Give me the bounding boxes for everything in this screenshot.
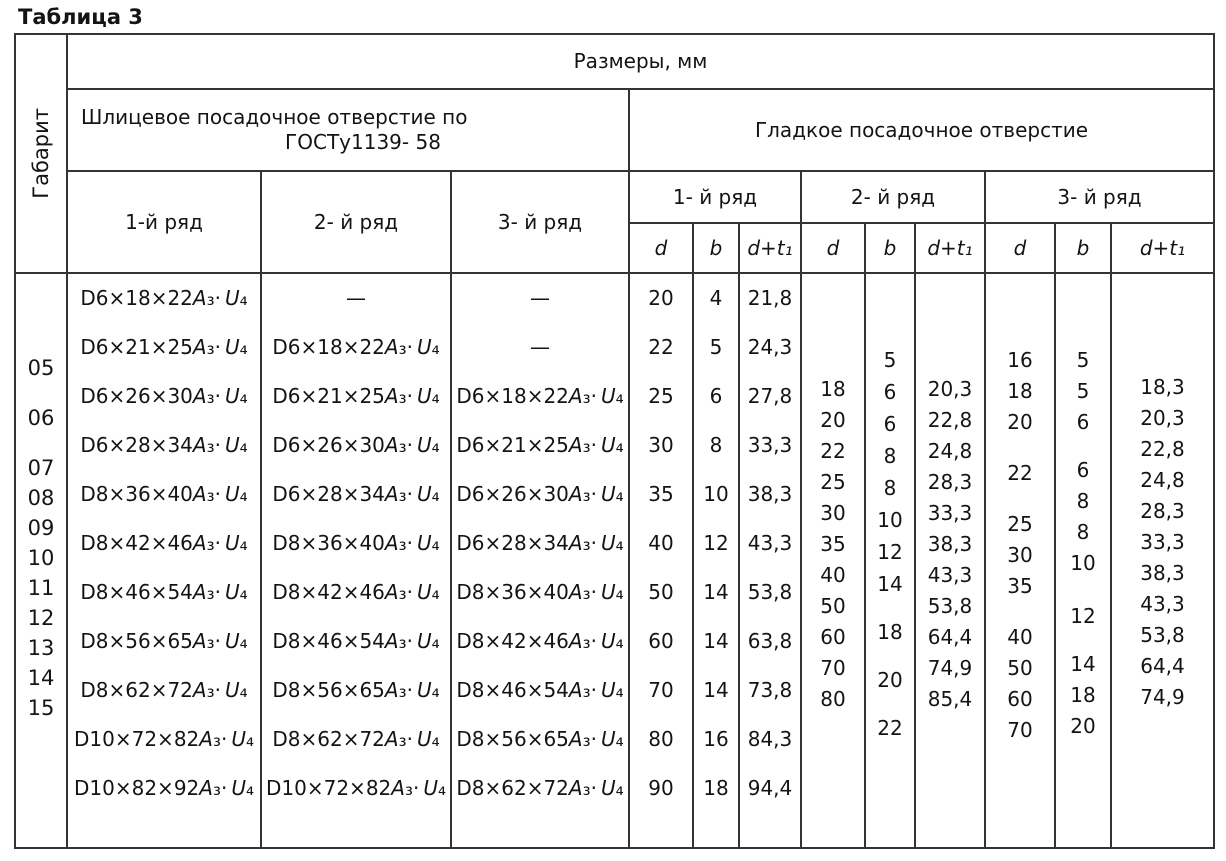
r1-dt-list [740, 274, 800, 813]
dt-value: 22,8 [927, 408, 973, 432]
dt-value: 84,3 [747, 727, 793, 751]
spline-row2-cell [262, 274, 452, 847]
r3-d-header [986, 224, 1056, 274]
spline-size-value: D8×56×65 A ₃· U ₄ [456, 727, 624, 751]
d-value: 40 [820, 563, 846, 587]
r3-b-header [1056, 224, 1112, 274]
spline-header-line2: ГОСТу1139- 58 [285, 130, 441, 154]
smooth-row3-header [986, 172, 1213, 224]
d-value: 16 [1007, 348, 1033, 372]
r2-d-header [802, 224, 866, 274]
spline-size-value: D10×72×82 A ₃· U ₄ [266, 776, 446, 800]
d-value: 30 [648, 433, 674, 457]
d-value: 70 [1007, 718, 1033, 742]
spline-size-value: D8×42×46 A ₃· U ₄ [272, 580, 440, 604]
dt-value: 64,4 [1140, 654, 1185, 678]
gabarit-value: 05 [27, 356, 55, 380]
r1-d-list [630, 274, 692, 813]
b-value: 6 [883, 380, 897, 404]
r3-dt-header [1112, 224, 1213, 274]
spline-row2-label: 2- й ряд [313, 209, 399, 234]
smooth-row2-label: 2- й ряд [850, 184, 936, 209]
b-value: 8 [709, 433, 723, 457]
spline-size-value: D6×21×25 A ₃· U ₄ [80, 335, 248, 359]
b-value: 12 [877, 540, 903, 564]
b-value: 20 [1070, 714, 1096, 738]
spline-size-value: D8×62×72 A ₃· U ₄ [80, 678, 248, 702]
d-value: 20 [648, 286, 674, 310]
d-value: 18 [1007, 379, 1033, 403]
r1-dt-header [740, 224, 802, 274]
r1-b-list [694, 274, 738, 813]
dimensions-table [14, 33, 1215, 849]
b-value: 14 [703, 629, 729, 653]
spline-size-value: D6×26×30 A ₃· U ₄ [80, 384, 248, 408]
dt-label: d+t₁ [927, 235, 973, 260]
dt-value: 27,8 [747, 384, 793, 408]
b-label: b [709, 235, 723, 260]
gabarit-header-label: Габарит [28, 108, 53, 199]
b-value: 4 [709, 286, 723, 310]
spline-size-value: D8×62×72 A ₃· U ₄ [456, 776, 624, 800]
d-value: 25 [1007, 512, 1033, 536]
r2-d-cell [802, 274, 866, 847]
dt-label: d+t₁ [1139, 235, 1186, 260]
d-value: 20 [820, 408, 846, 432]
spline-row2-list [262, 274, 450, 813]
spline-size-value: D10×72×82 A ₃· U ₄ [74, 727, 254, 751]
b-value: 12 [1070, 604, 1096, 628]
razmery-header-cell [68, 35, 1213, 90]
dt-value: 24,3 [747, 335, 793, 359]
r3-dt-cell [1112, 274, 1213, 847]
dt-label: d+t₁ [747, 235, 793, 260]
spline-size-value: D8×56×65 A ₃· U ₄ [80, 629, 248, 653]
spline-size-value: D8×56×65 A ₃· U ₄ [272, 678, 440, 702]
b-value: 6 [1076, 410, 1090, 434]
r3-b-list [1056, 274, 1110, 742]
d-value: 35 [820, 532, 846, 556]
spline-row2-header [262, 172, 452, 274]
dt-value: 43,3 [927, 563, 973, 587]
spline-row1-label: 1-й ряд [125, 209, 203, 234]
spline-row3-label: 3- й ряд [497, 209, 583, 234]
r2-b-cell [866, 274, 916, 847]
b-value: 8 [883, 444, 897, 468]
r2-d-list [802, 274, 864, 715]
b-value: 10 [877, 508, 903, 532]
b-value: 22 [877, 716, 903, 740]
r1-b-cell [694, 274, 740, 847]
b-value: 18 [703, 776, 729, 800]
b-value: 14 [703, 580, 729, 604]
spline-row3-header [452, 172, 630, 274]
dt-value: 24,8 [1140, 468, 1185, 492]
b-value: 6 [1076, 458, 1090, 482]
r1-d-header [630, 224, 694, 274]
d-value: 22 [1007, 461, 1033, 485]
dt-value: 73,8 [747, 678, 793, 702]
d-value: 60 [820, 625, 846, 649]
spline-size-value: D8×62×72 A ₃· U ₄ [272, 727, 440, 751]
spline-size-value: D8×42×46 A ₃· U ₄ [456, 629, 624, 653]
r2-dt-cell [916, 274, 986, 847]
dt-value: 64,4 [927, 625, 973, 649]
spline-size-value: D6×26×30 A ₃· U ₄ [272, 433, 440, 457]
gabarit-header-cell [16, 35, 68, 274]
spline-size-value: D6×21×25 A ₃· U ₄ [272, 384, 440, 408]
dt-value: 74,9 [1140, 685, 1185, 709]
r3-dt-list [1112, 274, 1213, 713]
d-value: 60 [1007, 687, 1033, 711]
d-value: 35 [648, 482, 674, 506]
spline-row3-list [452, 274, 628, 813]
dt-value: 43,3 [747, 531, 793, 555]
gabarit-value: 06 [27, 406, 55, 430]
b-value: 14 [703, 678, 729, 702]
dt-value: 74,9 [927, 656, 973, 680]
b-value: 10 [1070, 551, 1096, 575]
spline-header-line1: Шлицевое посадочное отверстие по [81, 105, 468, 129]
b-value: 8 [883, 476, 897, 500]
b-label: b [883, 235, 897, 260]
dt-value: 63,8 [747, 629, 793, 653]
dt-value: 22,8 [1140, 437, 1185, 461]
d-value: 60 [648, 629, 674, 653]
d-value: 90 [648, 776, 674, 800]
gabarit-values-cell [16, 274, 68, 847]
dt-value: 20,3 [927, 377, 973, 401]
d-value: 22 [820, 439, 846, 463]
d-value: 30 [820, 501, 846, 525]
smooth-row1-header [630, 172, 802, 224]
gabarit-value: 11 [27, 576, 55, 600]
r1-b-header [694, 224, 740, 274]
spline-size-value: D8×42×46 A ₃· U ₄ [80, 531, 248, 555]
b-label: b [1076, 235, 1090, 260]
r3-b-cell [1056, 274, 1112, 847]
spline-size-value: D6×28×34 A ₃· U ₄ [456, 531, 624, 555]
r2-dt-list [916, 274, 984, 715]
gabarit-value: 09 [27, 516, 55, 540]
d-label: d [654, 235, 668, 260]
d-value: 20 [1007, 410, 1033, 434]
dt-value: 38,3 [1140, 561, 1185, 585]
dt-value: 43,3 [1140, 592, 1185, 616]
dt-value: 53,8 [747, 580, 793, 604]
dt-value: 85,4 [927, 687, 973, 711]
spline-row1-header [68, 172, 262, 274]
gabarit-value: 15 [27, 696, 55, 720]
d-value: 50 [648, 580, 674, 604]
b-value: 12 [703, 531, 729, 555]
spline-row1-list [68, 274, 260, 813]
spline-size-value: — [346, 286, 366, 310]
spline-size-value: D8×46×54 A ₃· U ₄ [272, 629, 440, 653]
d-value: 35 [1007, 574, 1033, 598]
b-value: 6 [883, 412, 897, 436]
d-label: d [1013, 235, 1027, 260]
spline-size-value: D8×46×54 A ₃· U ₄ [456, 678, 624, 702]
dt-value: 28,3 [1140, 499, 1185, 523]
spline-header-text [68, 105, 628, 155]
d-value: 80 [648, 727, 674, 751]
b-value: 10 [703, 482, 729, 506]
dt-value: 33,3 [1140, 530, 1185, 554]
d-value: 70 [820, 656, 846, 680]
gabarit-value: 14 [27, 666, 55, 690]
b-value: 16 [703, 727, 729, 751]
smooth-row2-header [802, 172, 986, 224]
spline-size-value: D6×18×22 A ₃· U ₄ [272, 335, 440, 359]
smooth-header-cell [630, 90, 1213, 172]
r1-dt-cell [740, 274, 802, 847]
gabarit-value: 12 [27, 606, 55, 630]
spline-size-value: D8×36×40 A ₃· U ₄ [272, 531, 440, 555]
b-value: 8 [1076, 520, 1090, 544]
dt-value: 21,8 [747, 286, 793, 310]
d-value: 50 [1007, 656, 1033, 680]
d-label: d [826, 235, 840, 260]
b-value: 5 [883, 348, 897, 372]
gabarit-value: 13 [27, 636, 55, 660]
dt-value: 28,3 [927, 470, 973, 494]
razmery-header-label: Размеры, мм [573, 49, 708, 73]
b-value: 6 [709, 384, 723, 408]
b-value: 5 [1076, 379, 1090, 403]
dt-value: 53,8 [927, 594, 973, 618]
spline-size-value: D10×82×92 A ₃· U ₄ [74, 776, 254, 800]
dt-value: 33,3 [927, 501, 973, 525]
spline-size-value: D6×18×22 A ₃· U ₄ [456, 384, 624, 408]
d-value: 80 [820, 687, 846, 711]
dt-value: 38,3 [747, 482, 793, 506]
b-value: 18 [877, 620, 903, 644]
dt-value: 94,4 [747, 776, 793, 800]
d-value: 50 [820, 594, 846, 618]
spline-row1-cell [68, 274, 262, 847]
spline-size-value: — [530, 335, 550, 359]
dt-value: 20,3 [1140, 406, 1185, 430]
d-value: 70 [648, 678, 674, 702]
b-value: 14 [877, 572, 903, 596]
r2-dt-header [916, 224, 986, 274]
b-value: 20 [877, 668, 903, 692]
smooth-row1-label: 1- й ряд [672, 184, 758, 209]
spline-size-value: — [530, 286, 550, 310]
r3-d-cell [986, 274, 1056, 847]
spline-size-value: D8×36×40 A ₃· U ₄ [80, 482, 248, 506]
r3-d-list [986, 274, 1054, 746]
smooth-header-label: Гладкое посадочное отверстие [754, 117, 1089, 142]
b-value: 8 [1076, 489, 1090, 513]
spline-header-cell [68, 90, 630, 172]
spline-row3-cell [452, 274, 630, 847]
dt-value: 18,3 [1140, 375, 1185, 399]
d-value: 25 [820, 470, 846, 494]
spline-size-value: D6×28×34 A ₃· U ₄ [272, 482, 440, 506]
spline-size-value: D6×21×25 A ₃· U ₄ [456, 433, 624, 457]
dt-value: 38,3 [927, 532, 973, 556]
spline-size-value: D8×46×54 A ₃· U ₄ [80, 580, 248, 604]
gabarit-value: 07 [27, 456, 55, 480]
r2-b-list [866, 274, 914, 744]
spline-size-value: D6×28×34 A ₃· U ₄ [80, 433, 248, 457]
d-value: 25 [648, 384, 674, 408]
d-value: 30 [1007, 543, 1033, 567]
gabarit-values-list [16, 274, 66, 723]
dt-value: 33,3 [747, 433, 793, 457]
d-value: 18 [820, 377, 846, 401]
spline-size-value: D6×26×30 A ₃· U ₄ [456, 482, 624, 506]
d-value: 40 [648, 531, 674, 555]
b-value: 18 [1070, 683, 1096, 707]
d-value: 40 [1007, 625, 1033, 649]
spline-size-value: D6×18×22 A ₃· U ₄ [80, 286, 248, 310]
dt-value: 53,8 [1140, 623, 1185, 647]
b-value: 5 [709, 335, 723, 359]
d-value: 22 [648, 335, 674, 359]
dt-value: 24,8 [927, 439, 973, 463]
table-caption: Таблица 3 [18, 5, 143, 29]
b-value: 14 [1070, 652, 1096, 676]
gabarit-value: 10 [27, 546, 55, 570]
gabarit-value: 08 [27, 486, 55, 510]
r2-b-header [866, 224, 916, 274]
smooth-row3-label: 3- й ряд [1057, 184, 1142, 209]
b-value: 5 [1076, 348, 1090, 372]
r1-d-cell [630, 274, 694, 847]
spline-size-value: D8×36×40 A ₃· U ₄ [456, 580, 624, 604]
